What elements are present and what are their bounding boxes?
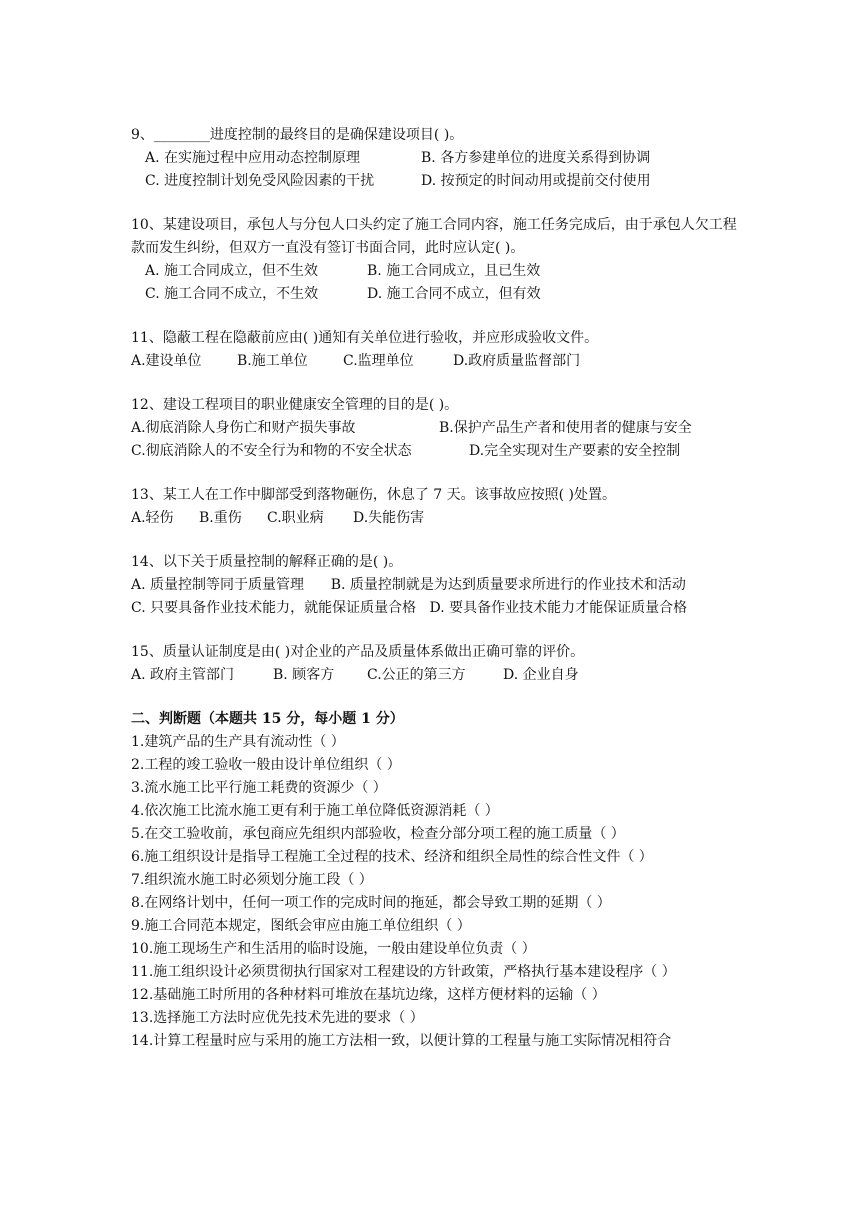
question-12 — [131, 394, 741, 463]
options-row — [131, 417, 741, 440]
option-a: A. 施工合同成立，但不生效 — [145, 263, 319, 279]
list-item: 10.施工现场生产和生活用的临时设施，一般由建设单位负责（ ） — [131, 941, 536, 957]
option-c: C. 进度控制计划免受风险因素的干扰 — [145, 173, 375, 189]
option-b: B. 各方参建单位的进度关系得到协调 — [421, 150, 651, 166]
option-a: A. 在实施过程中应用动态控制原理 — [145, 150, 361, 166]
options-row — [131, 597, 741, 620]
option-a: A.建设单位 — [131, 353, 202, 369]
option-a: A. 政府主管部门 — [131, 667, 235, 683]
option-d: D. 按预定的时间动用或提前交付使用 — [421, 173, 651, 189]
options-row — [131, 283, 741, 306]
question-stem: 9、________进度控制的最终目的是确保建设项目( )。 — [131, 127, 464, 143]
options-row — [131, 260, 741, 283]
option-d: D. 要具备作业技术能力才能保证质量合格 — [429, 600, 688, 616]
option-b: B. 施工合同成立，且已生效 — [367, 263, 541, 279]
question-stem: 11、隐蔽工程在隐蔽前应由( )通知有关单位进行验收，并应形成验收文件。 — [131, 330, 599, 346]
list-item: 13.选择施工方法时应优先技术先进的要求（ ） — [131, 1010, 424, 1026]
option-d: D. 施工合同不成立，但有效 — [367, 286, 541, 302]
question-15 — [131, 641, 741, 687]
true-false-list — [131, 731, 741, 1053]
list-item: 11.施工组织设计必须贯彻执行国家对工程建设的方针政策，严格执行基本建设程序（ ） — [131, 964, 676, 980]
list-item: 12.基础施工时所用的各种材料可堆放在基坑边缘，这样方便材料的运输（ ） — [131, 987, 606, 1003]
question-13 — [131, 484, 741, 530]
question-stem: 14、以下关于质量控制的解释正确的是( )。 — [131, 554, 403, 570]
options-row — [131, 440, 741, 463]
option-a: A.彻底消除人身伤亡和财产损失事故 — [131, 420, 356, 436]
question-stem: 12、建设工程项目的职业健康安全管理的目的是( )。 — [131, 397, 459, 413]
option-b: B.施工单位 — [237, 353, 308, 369]
option-c: C. 只要具备作业技术能力，就能保证质量合格 — [131, 600, 417, 616]
options-row — [131, 664, 741, 687]
option-c: C.彻底消除人的不安全行为和物的不安全状态 — [131, 443, 412, 459]
list-item: 14.计算工程量时应与采用的施工方法相一致，以便计算的工程量与施工实际情况相符合 — [131, 1033, 672, 1049]
question-stem: 15、质量认证制度是由( )对企业的产品及质量体系做出正确可靠的评价。 — [131, 644, 585, 660]
section-title: 二、判断题（本题共 15 分，每小题 1 分） — [131, 711, 404, 727]
list-item: 8.在网络计划中，任何一项工作的完成时间的拖延，都会导致工期的延期（ ） — [131, 895, 611, 911]
list-item: 4.依次施工比流水施工更有利于施工单位降低资源消耗（ ） — [131, 803, 499, 819]
option-d: D.完全实现对生产要素的安全控制 — [469, 443, 681, 459]
option-c: C.公正的第三方 — [367, 667, 466, 683]
list-item: 9.施工合同范本规定，图纸会审应由施工单位组织（ ） — [131, 918, 471, 934]
list-item: 2.工程的竣工验收一般由设计单位组织（ ） — [131, 757, 401, 773]
option-d: D. 企业自身 — [503, 667, 579, 683]
options-row — [131, 147, 741, 170]
question-10 — [131, 214, 741, 306]
list-item: 1.建筑产品的生产具有流动性（ ） — [131, 734, 345, 750]
options-row — [131, 350, 741, 373]
list-item: 3.流水施工比平行施工耗费的资源少（ ） — [131, 780, 387, 796]
options-row — [131, 507, 741, 530]
question-14 — [131, 551, 741, 620]
option-c: C.职业病 — [267, 510, 324, 526]
option-b: B.保护产品生产者和使用者的健康与安全 — [439, 420, 692, 436]
option-c: C.监理单位 — [343, 353, 414, 369]
question-9 — [131, 124, 741, 193]
question-stem: 13、某工人在工作中脚部受到落物砸伤，休息了 7 天。该事故应按照( )处置。 — [131, 487, 616, 503]
option-d: D.政府质量监督部门 — [453, 353, 581, 369]
option-d: D.失能伤害 — [353, 510, 425, 526]
option-c: C. 施工合同不成立，不生效 — [145, 286, 319, 302]
option-b: B.重伤 — [199, 510, 242, 526]
exam-page — [131, 124, 741, 1053]
options-row — [131, 574, 741, 597]
options-row — [131, 170, 741, 193]
list-item: 5.在交工验收前，承包商应先组织内部验收，检查分部分项工程的施工质量（ ） — [131, 826, 625, 842]
option-b: B. 顾客方 — [273, 667, 335, 683]
question-11 — [131, 327, 741, 373]
list-item: 6.施工组织设计是指导工程施工全过程的技术、经济和组织全局性的综合性文件（ ） — [131, 849, 653, 865]
option-a: A.轻伤 — [131, 510, 174, 526]
list-item: 7.组织流水施工时必须划分施工段（ ） — [131, 872, 373, 888]
option-a: A. 质量控制等同于质量管理 — [131, 577, 305, 593]
option-b: B. 质量控制就是为达到质量要求所进行的作业技术和活动 — [330, 577, 686, 593]
question-stem: 10、某建设项目，承包人与分包人口头约定了施工合同内容，施工任务完成后，由于承包人欠工程款而发生纠纷，但双方一直没有签订书面合同，此时应认定( )。 — [131, 217, 737, 256]
